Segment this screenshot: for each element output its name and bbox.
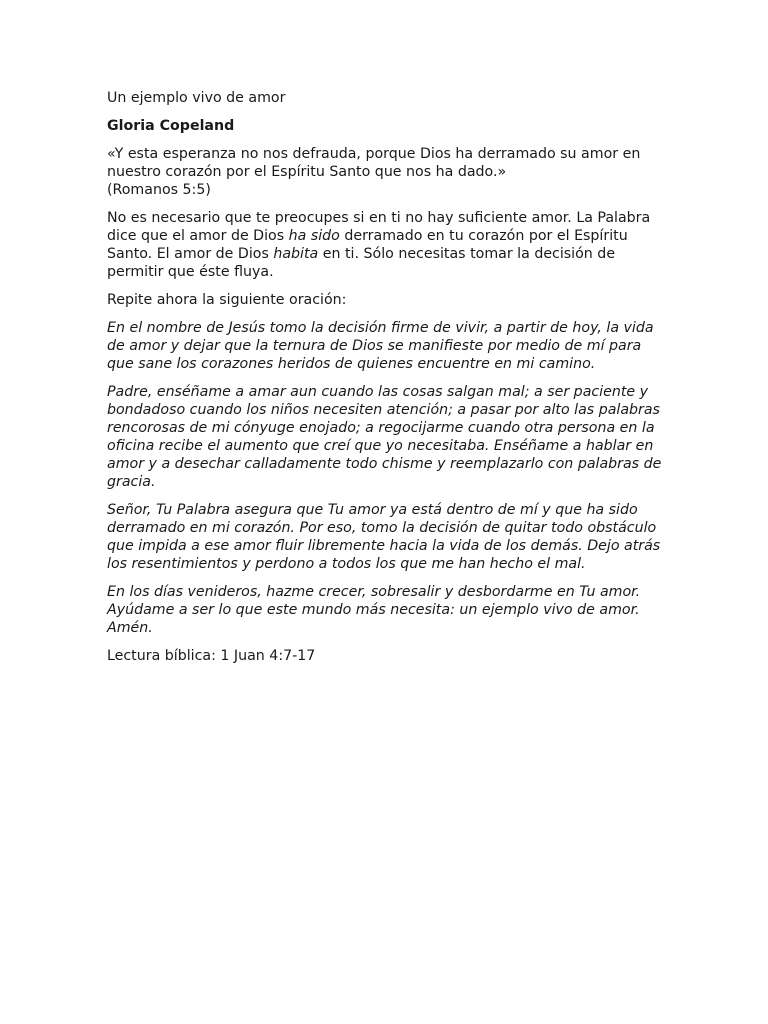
prayer-paragraph: Señor, Tu Palabra asegura que Tu amor ya está dentro de mí y que ha sido derramado en mi corazón. Por eso, tomo la decisión de quitar todo obstáculo que impida a ese amor fluir libremente hacia la vida de los demás. Dejo atrás los resentimientos y perdono a todos los que me han hecho el mal.	[107, 502, 661, 572]
emphasis-text: habita	[273, 246, 319, 262]
verse-reference: (Romanos 5:5)	[107, 182, 211, 198]
body-text: derramado en tu corazón por el Espíritu Santo. El amor de Dios	[107, 228, 628, 262]
prayer-paragraph: En los días venideros, hazme crecer, sobresalir y desbordarme en Tu amor. Ayúdame a ser lo que este mundo más necesita: un ejemplo vivo de amor. Amén.	[107, 584, 641, 636]
bible-reading: Lectura bíblica: 1 Juan 4:7-17	[107, 648, 316, 664]
body-text: en ti. Sólo necesitas tomar la decisión de permitir que éste fluya.	[107, 246, 616, 280]
author-name: Gloria Copeland	[107, 118, 235, 134]
verse-text: «Y esta esperanza no nos defrauda, porque Dios ha derramado su amor en nuestro corazón por el Espíritu Santo que nos ha dado.»	[107, 146, 641, 180]
verse-block	[107, 145, 663, 199]
prayer-intro: Repite ahora la siguiente oración:	[107, 292, 347, 308]
body-text: No es necesario que te preocupes si en ti no hay suficiente amor. La Palabra dice que el amor de Dios	[107, 210, 651, 244]
body-paragraph	[107, 209, 663, 281]
prayer-paragraph: En el nombre de Jesús tomo la decisión firme de vivir, a partir de hoy, la vida de amor y dejar que la ternura de Dios se manifieste por medio de mí para que sane los corazones heridos de quienes encuentre en mi camino.	[107, 320, 654, 372]
prayer-paragraph: Padre, enséñame a amar aun cuando las cosas salgan mal; a ser paciente y bondadoso cuando los niños necesiten atención; a pasar por alto las palabras rencorosas de mi cónyuge enojado; a regocijarme cuando otra persona en la oficina recibe el aumento que creí que yo necesitaba. Enséñame a hablar en amor y a desechar calladamente todo chisme y reemplazarlo con palabras de gracia.	[107, 384, 662, 490]
emphasis-text: ha sido	[288, 228, 340, 244]
document-title: Un ejemplo vivo de amor	[107, 90, 286, 106]
document-page	[107, 89, 663, 675]
